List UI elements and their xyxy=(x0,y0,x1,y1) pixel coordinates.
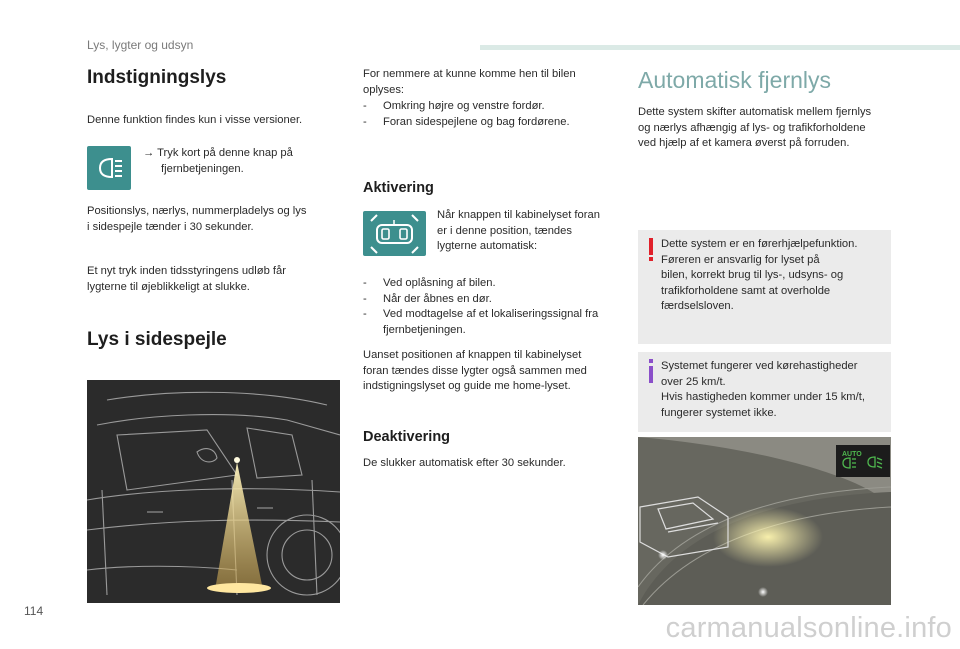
info-icon xyxy=(647,359,655,383)
text-line: lygterne til øjeblikkeligt at slukke. xyxy=(87,280,250,293)
text-line: foran tændes disse lygter også sammen med xyxy=(363,364,587,377)
col1-action-line: fjernbetjeningen. xyxy=(161,162,244,175)
watermark: carmanualsonline.info xyxy=(665,612,952,644)
col1-intro: Denne funktion findes kun i visse versioner. xyxy=(87,114,303,126)
list-item: - Foran sidespejlene og bag fordørene. xyxy=(363,115,570,128)
title-indstigningslys: Indstigningslys xyxy=(87,67,227,88)
text-line: Systemet fungerer ved kørehastigheder xyxy=(661,360,858,372)
headlamp-button-icon xyxy=(87,146,131,190)
warning-icon xyxy=(647,238,655,262)
col2-list1 xyxy=(363,99,570,130)
title-aktivering: Aktivering xyxy=(363,180,434,196)
text-line: færdselsloven. xyxy=(661,300,734,313)
text-line: For nemmere at kunne komme hen til bilen xyxy=(363,68,576,80)
section-header: Lys, lygter og udsyn xyxy=(87,38,194,52)
text-line: Når knappen til kabinelyset foran xyxy=(437,209,600,221)
text-line: Uanset positionen af knappen til kabinelyset xyxy=(363,349,582,361)
text-line: indstigningslyset og guide me home-lyset. xyxy=(363,380,571,393)
col2-list2 xyxy=(363,276,598,338)
text-line: trafikforholdene samt at overholde xyxy=(661,284,831,297)
list-item-cont: fjernbetjeningen. xyxy=(383,323,466,336)
col1-action xyxy=(143,146,293,177)
title-deaktivering: Deaktivering xyxy=(363,429,451,445)
list-item: - Når der åbnes en dør. xyxy=(363,292,492,305)
page-number: 114 xyxy=(24,604,44,618)
text-line: ved hjælp af et kamera øverst på forruden. xyxy=(638,137,850,150)
text-line: i sidespejle tænder i 30 sekunder. xyxy=(87,220,254,233)
text-line: oplyses: xyxy=(363,83,405,96)
title-lys-i-sidespejle: Lys i sidespejle xyxy=(87,329,227,350)
text-line: Hvis hastigheden kommer under 15 km/t, xyxy=(661,391,865,404)
text-line: Dette system skifter automatisk mellem fjernlys xyxy=(638,106,872,118)
car-door-light-icon xyxy=(363,211,426,256)
auto-label: AUTO xyxy=(842,451,862,458)
car-side-illustration xyxy=(87,380,340,603)
col2-para xyxy=(363,348,587,395)
text-line: er i denne position, tændes xyxy=(437,224,572,237)
text-line: og nærlys afhængig af lys- og trafikforholdene xyxy=(638,121,866,134)
col1-para1 xyxy=(87,204,306,235)
text-line: over 25 km/t. xyxy=(661,375,726,388)
text-line: fungerer systemet ikke. xyxy=(661,406,777,419)
warning-text xyxy=(661,237,858,315)
list-item: - Ved modtagelse af et lokaliseringssignal fra xyxy=(363,308,599,321)
text-line: Positionslys, nærlys, nummerpladelys og lys xyxy=(87,205,307,217)
col1-para2 xyxy=(87,264,286,295)
col1-action-line: → Tryk kort på denne knap på xyxy=(143,147,293,159)
text-line: Føreren er ansvarlig for lyset på xyxy=(661,253,820,266)
list-item: - Ved oplåsning af bilen. xyxy=(363,277,496,289)
text-line: lygterne automatisk: xyxy=(437,240,538,253)
road-illustration xyxy=(638,437,891,605)
col3-intro xyxy=(638,105,871,152)
warning-box xyxy=(638,230,891,344)
text-line: Dette system er en førerhjælpefunktion. xyxy=(661,238,858,250)
activation-text xyxy=(437,208,600,255)
text-line: bilen, korrekt brug til lys-, udsyns- og xyxy=(661,269,844,282)
title-automatisk-fjernlys: Automatisk fjernlys xyxy=(638,67,832,93)
info-text xyxy=(661,359,865,421)
list-item: - Omkring højre og venstre fordør. xyxy=(363,100,545,112)
col2-intro xyxy=(363,67,576,98)
section-bar xyxy=(480,45,960,50)
deactivation-text: De slukker automatisk efter 30 sekunder. xyxy=(363,457,566,469)
info-box xyxy=(638,352,891,432)
text-line: Et nyt tryk inden tidsstyringens udløb får xyxy=(87,265,286,277)
